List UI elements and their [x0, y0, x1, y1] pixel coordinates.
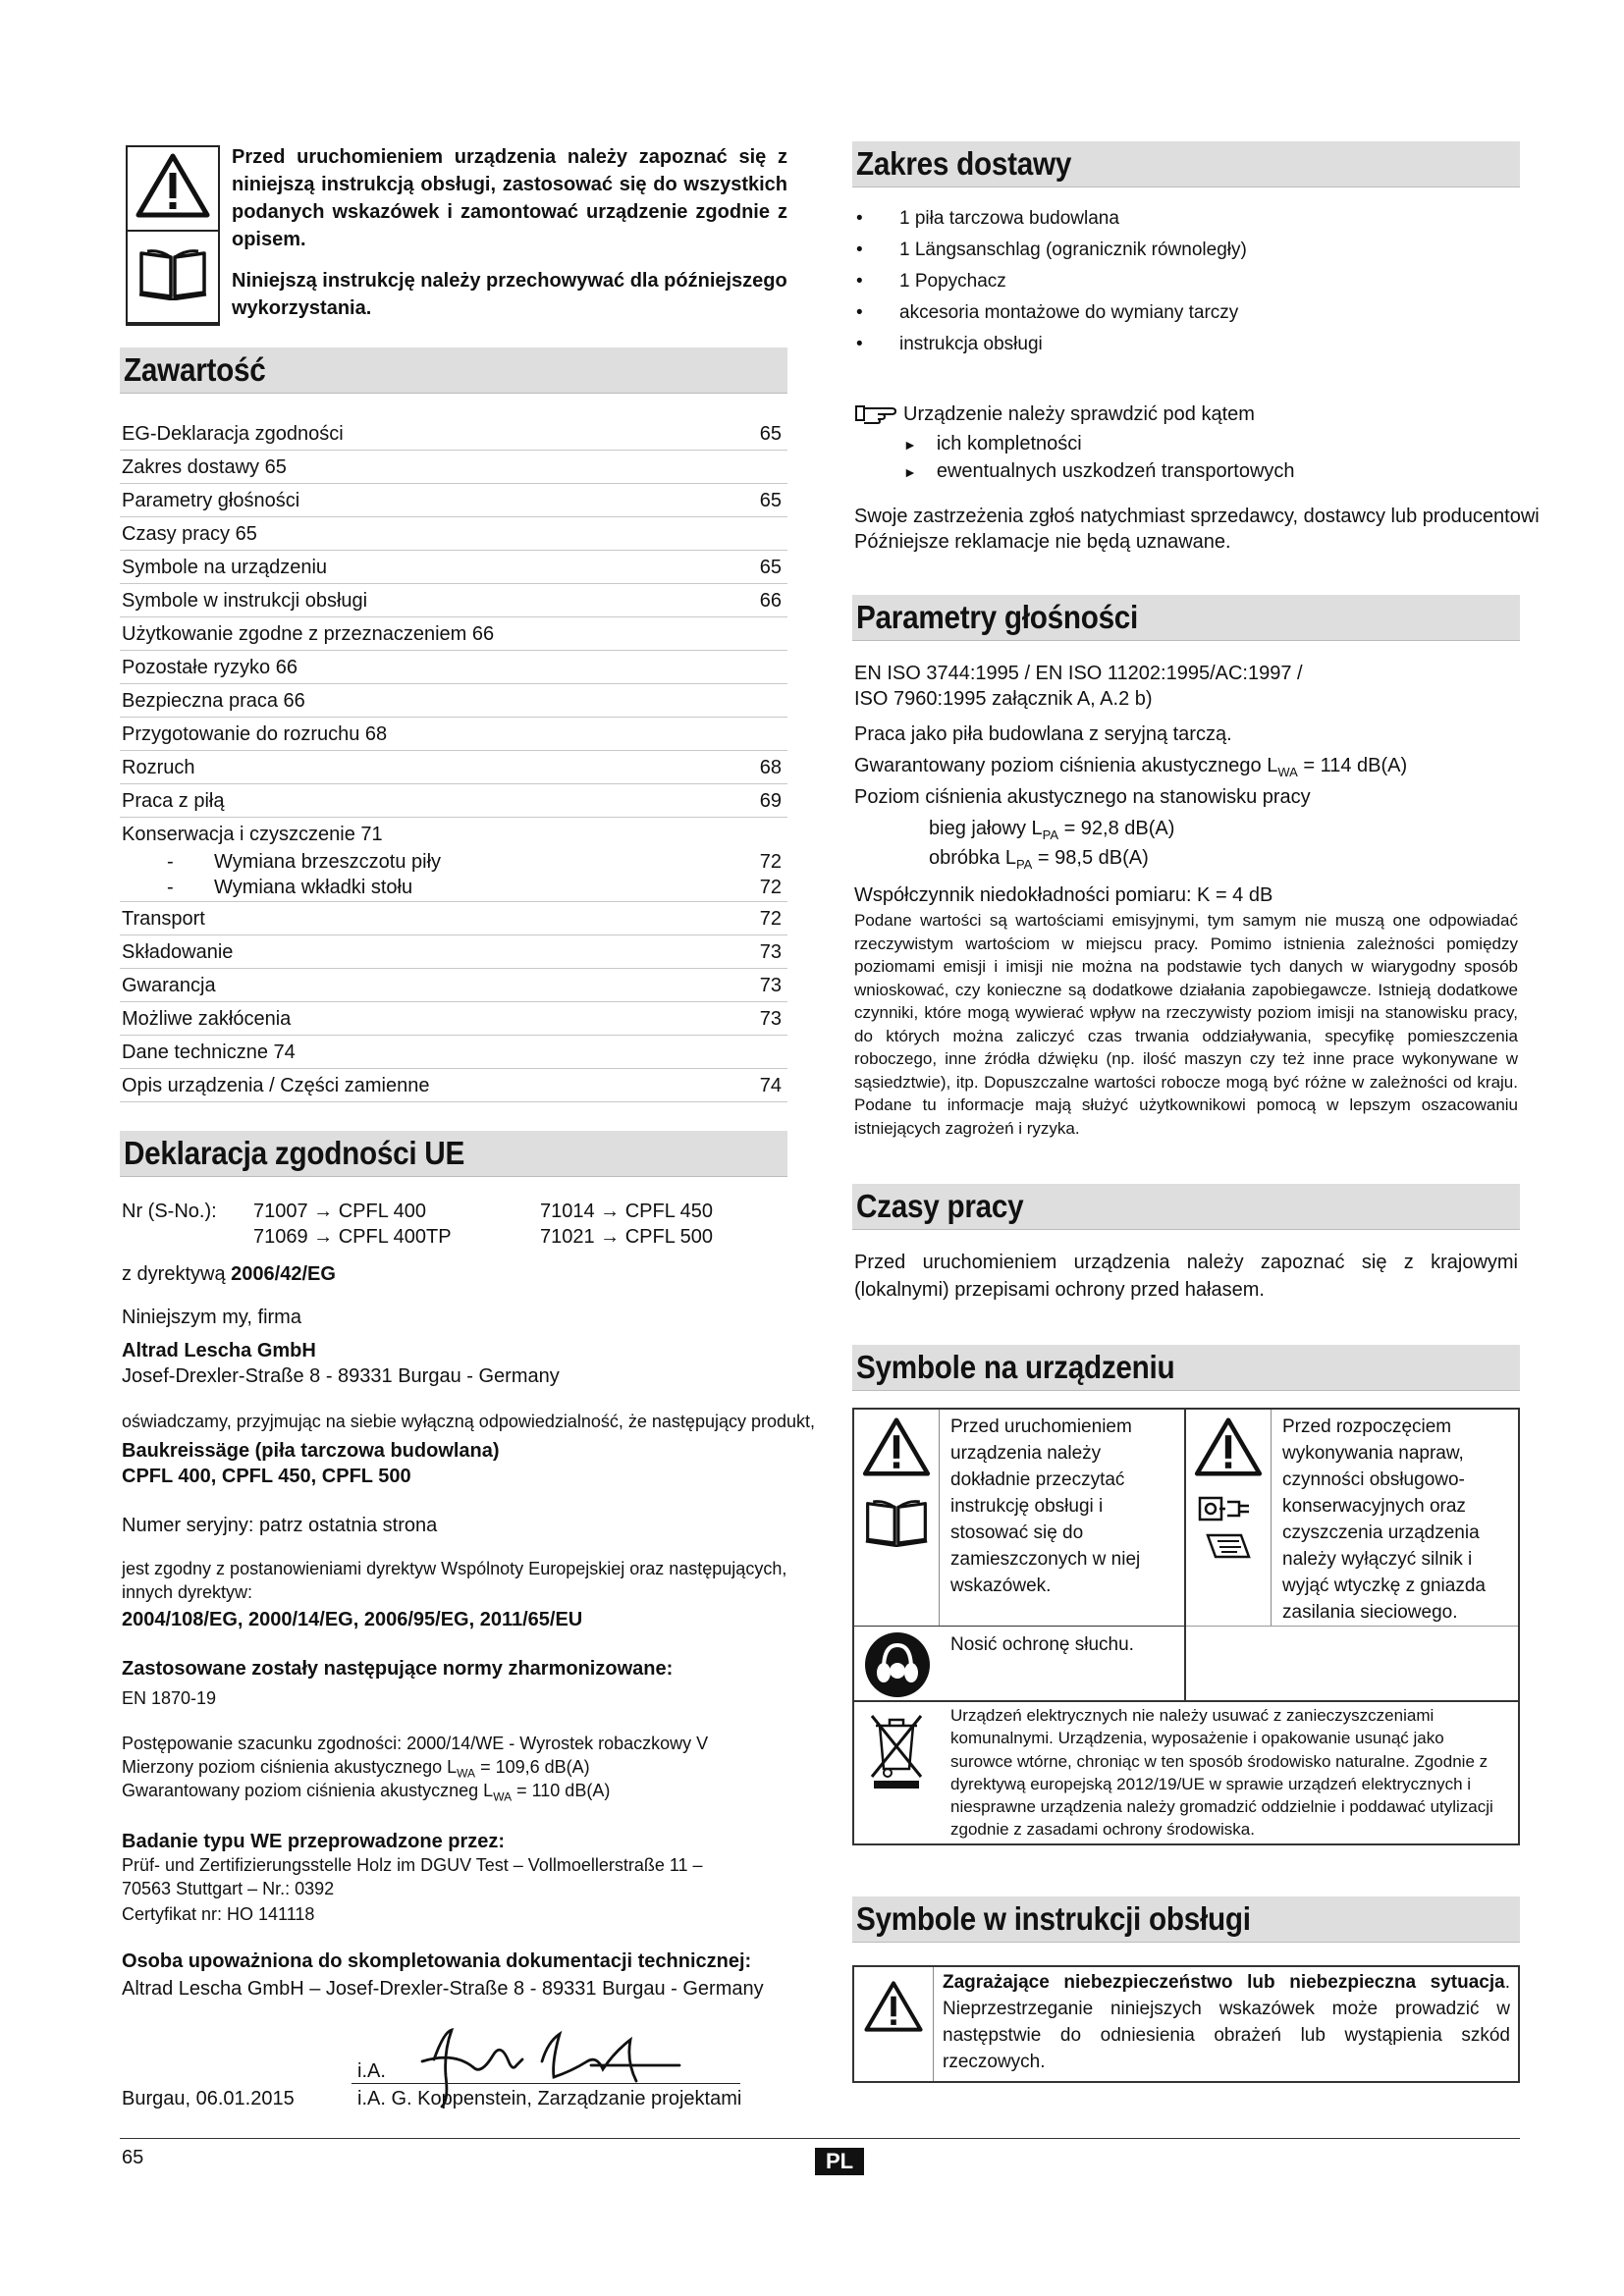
toc-row[interactable]: [120, 550, 787, 584]
footer-rule: [120, 2138, 1520, 2139]
toc-row[interactable]: [120, 901, 787, 935]
check-item: [903, 457, 1295, 486]
symbols-device-heading: Symbole na urządzeniu: [856, 1349, 1175, 1385]
bullet-icon: •: [856, 240, 863, 260]
noise-heading: Parametry głośności: [856, 599, 1139, 635]
bullet-icon: •: [856, 271, 863, 292]
ia-label: i.A.: [357, 2060, 386, 2082]
pointing-hand-icon: [854, 402, 897, 429]
toc-label: Możliwe zakłócenia: [122, 1008, 292, 1030]
toc-row[interactable]: [120, 450, 787, 484]
noise-text: Gwarantowany poziom ciśnienia akustycznego L: [854, 755, 1278, 776]
symbols-device-heading-band: [852, 1345, 1520, 1391]
toc-page: 73: [759, 941, 782, 963]
complaint-line-1: Swoje zastrzeżenia zgłoś natychmiast sprzedawcy, dostawcy lub producentowi: [854, 506, 1540, 527]
assessment-sub: WA: [457, 1766, 476, 1781]
toc-row[interactable]: [120, 968, 787, 1002]
toc-row[interactable]: [120, 717, 787, 751]
authorized-text: Altrad Lescha GmbH – Josef-Drexler-Straße 8 - 89331 Burgau - Germany: [122, 1978, 764, 2000]
model-code: 71007 → CPFL 400: [253, 1201, 427, 1222]
toc-row[interactable]: [120, 1035, 787, 1069]
noise-workstation: Poziom ciśnienia akustycznego na stanowisku pracy: [854, 786, 1311, 808]
symbols-manual-text: [943, 1969, 1510, 2075]
noise-uncertainty: Współczynnik niedokładności pomiaru: K = 4 dB: [854, 884, 1273, 906]
toc-label: Wymiana wkładki stołu: [214, 877, 413, 898]
toc-row[interactable]: [120, 1068, 787, 1102]
check-item-text: ewentualnych uszkodzeń transportowych: [936, 460, 1295, 482]
worktimes-heading-band: [852, 1184, 1520, 1230]
noise-work: [929, 844, 1149, 879]
place-date: Burgau, 06.01.2015: [122, 2088, 295, 2109]
toc-label: Symbole w instrukcji obsługi: [122, 590, 368, 612]
noise-sub: PA: [1042, 828, 1059, 842]
assessment-sub: WA: [493, 1789, 513, 1804]
symbols-manual-table: [852, 1965, 1520, 2083]
warning-triangle-icon: [1194, 1417, 1263, 1481]
toc-label: Pozostałe ryzyko 66: [122, 657, 298, 678]
toc-page: 68: [759, 757, 782, 778]
intro-warning-text: Przed uruchomieniem urządzenia należy zapoznać się z niniejszą instrukcją obsługi, zastosować się do wszystkich podanych wskazówek i zamontować urządzenie zgodnie z opisem.: [232, 146, 787, 250]
table-divider: [854, 1700, 1518, 1702]
manual-icon: [1202, 1531, 1255, 1566]
toc-row[interactable]: [120, 817, 787, 850]
product-line-1: Baukreissäge (piła tarczowa budowlana): [122, 1440, 500, 1462]
intro-icon-box: [126, 145, 220, 326]
toc-row[interactable]: [120, 934, 787, 969]
table-divider: [1186, 1626, 1518, 1627]
noise-sub: PA: [1015, 857, 1033, 872]
icon-divider: [128, 230, 218, 232]
book-icon: [137, 245, 208, 300]
toc-label: Przygotowanie do rozruchu 68: [122, 723, 388, 745]
toc-page: 69: [759, 790, 782, 812]
delivery-heading: Zakres dostawy: [856, 145, 1072, 182]
noise-guaranteed: [854, 752, 1407, 786]
delivery-item-text: instrukcja obsługi: [899, 334, 1043, 354]
symbols-manual-bold: Zagrażające niebezpieczeństwo lub niebezpieczna sytuacja: [943, 1972, 1505, 1993]
toc-page: 65: [759, 490, 782, 511]
delivery-item-text: 1 piła tarczowa budowlana: [899, 208, 1119, 229]
toc-row[interactable]: [120, 750, 787, 784]
declaration-heading-band: [120, 1131, 787, 1177]
toc-page: 65: [759, 423, 782, 445]
toc-dash: -: [167, 877, 174, 898]
noise-standard-1: EN ISO 3744:1995 / EN ISO 11202:1995/AC:1997 /: [854, 663, 1303, 684]
symbol-cell-text: Urządzeń elektrycznych nie należy usuwać z zanieczyszczeniami komunalnymi. Urządzenia, wyposażenie i opakowanie usunąć jako surowce wtórne, chroniąc w ten sposób środowisko naturalne. Zgodnie z dyrektywą europejską 2012/19/UE w sprawie urządzeń elektrycznych i niesprawne urządzenia należy gromadzić oddzielnie i poddawać utylizacji zgodnie z zasadami ochrony środowiska.: [950, 1706, 1493, 1840]
conform-line-1: jest zgodny z postanowieniami dyrektyw Wspólnoty Europejskiej oraz następujących,: [122, 1559, 787, 1578]
directive-value: 2006/42/EG: [231, 1263, 336, 1285]
toc-page: 66: [759, 590, 782, 612]
product-line-2: CPFL 400, CPFL 450, CPFL 500: [122, 1466, 411, 1487]
directives-list: 2004/108/EG, 2000/14/EG, 2006/95/EG, 2011/65/EU: [122, 1609, 583, 1630]
arrow-bullet-icon: ►: [903, 437, 917, 453]
toc-label: Dane techniczne 74: [122, 1041, 296, 1063]
serial-text: Numer seryjny: patrz ostatnia strona: [122, 1515, 438, 1536]
noise-sub: WA: [1277, 765, 1298, 779]
symbol-cell-text: Nosić ochronę słuchu.: [950, 1634, 1134, 1655]
worktimes-heading: Czasy pracy: [856, 1188, 1024, 1224]
symbol-cell-text: Przed rozpoczęciem wykonywania napraw, czynności obsługowo-konserwacyjnych oraz czyszczenia urządzenia należy wyłączyć silnik i wyjąć wtyczkę z gniazda zasilania sieciowego.: [1282, 1416, 1486, 1623]
symbols-manual-rest: . Nieprzestrzeganie niniejszych wskazówek może prowadzić w następstwie do odniesienia obrażeń lub wystąpienia szkód rzeczowych.: [943, 1972, 1510, 2072]
toc-label: Bezpieczna praca 66: [122, 690, 305, 712]
type-test-line-2: 70563 Stuttgart – Nr.: 0392: [122, 1879, 335, 1898]
toc-label: Praca z piłą: [122, 790, 225, 812]
symbols-manual-heading: Symbole w instrukcji obsługi: [856, 1900, 1251, 1937]
bullet-icon: •: [856, 302, 863, 323]
table-divider: [939, 1410, 940, 1626]
toc-heading: Zawartość: [124, 351, 266, 388]
toc-heading-band: [120, 347, 787, 394]
serial-number-label: Nr (S-No.):: [122, 1201, 217, 1222]
language-code: PL: [825, 2149, 854, 2173]
norm-value: EN 1870-19: [122, 1688, 217, 1708]
toc-page: 74: [759, 1075, 782, 1096]
conform-line-2: innych dyrektyw:: [122, 1582, 253, 1602]
toc-label: Symbole na urządzeniu: [122, 557, 328, 578]
toc-subrow[interactable]: [120, 876, 787, 902]
bullet-icon: •: [856, 208, 863, 229]
toc-row[interactable]: [120, 783, 787, 818]
toc-row[interactable]: [120, 416, 787, 451]
toc-page: 73: [759, 1008, 782, 1030]
firm-intro: Niniejszym my, firma: [122, 1307, 301, 1328]
check-item: [903, 430, 1082, 458]
type-test-heading: Badanie typu WE przeprowadzone przez:: [122, 1831, 506, 1852]
noise-mode: Praca jako piła budowlana z seryjną tarczą.: [854, 723, 1232, 745]
toc-label: Konserwacja i czyszczenie 71: [122, 824, 383, 845]
declare-text: oświadczamy, przyjmując na siebie wyłączną odpowiedzialność, że następujący produkt,: [122, 1412, 816, 1431]
delivery-item-text: 1 Längsanschlag (ogranicznik równoległy): [899, 240, 1247, 260]
toc-page: 72: [759, 851, 782, 873]
directive-line: [122, 1260, 336, 1288]
weee-bin-icon: [868, 1712, 925, 1795]
assessment-value: = 109,6 dB(A): [475, 1757, 590, 1777]
language-badge: [815, 2148, 864, 2175]
assessment-line-1: Postępowanie szacunku zgodności: 2000/14/WE - Wyrostek robaczkowy V: [122, 1734, 709, 1753]
toc-label: EG-Deklaracja zgodności: [122, 423, 344, 445]
table-divider: [1184, 1410, 1186, 1700]
model-code: 71069 → CPFL 400TP: [253, 1226, 452, 1248]
toc-row[interactable]: [120, 683, 787, 718]
toc-label: Parametry głośności: [122, 490, 300, 511]
arrow-bullet-icon: ►: [903, 464, 917, 480]
toc-page: 65: [759, 557, 782, 578]
toc-subrow[interactable]: [120, 850, 787, 876]
toc-row[interactable]: [120, 516, 787, 551]
table-divider: [1271, 1410, 1272, 1626]
type-test-line-3: Certyfikat nr: HO 141118: [122, 1904, 315, 1924]
toc-dash: -: [167, 851, 174, 873]
toc-label: Wymiana brzeszczotu piły: [214, 851, 442, 873]
type-test-line-1: Prüf- und Zertifizierungsstelle Holz im DGUV Test – Vollmoellerstraße 11 –: [122, 1855, 703, 1875]
model-code: 71014 → CPFL 450: [540, 1201, 714, 1222]
toc-label: Gwarancja: [122, 975, 216, 996]
noise-value: = 92,8 dB(A): [1058, 818, 1175, 839]
assessment-line-3: [122, 1779, 610, 1809]
company-name: Altrad Lescha GmbH: [122, 1340, 316, 1362]
assessment-value: = 110 dB(A): [512, 1781, 611, 1800]
noise-heading-band: [852, 595, 1520, 641]
toc-label: Czasy pracy 65: [122, 523, 257, 545]
toc-label: Zakres dostawy 65: [122, 456, 287, 478]
directive-prefix: z dyrektywą: [122, 1263, 226, 1285]
declaration-heading: Deklaracja zgodności UE: [124, 1135, 465, 1171]
toc-label: Użytkowanie zgodne z przeznaczeniem 66: [122, 623, 495, 645]
toc-label: Transport: [122, 908, 205, 930]
toc-row[interactable]: [120, 616, 787, 651]
toc-label: Opis urządzenia / Części zamienne: [122, 1075, 430, 1096]
noise-standard-2: ISO 7960:1995 załącznik A, A.2 b): [854, 688, 1153, 710]
toc-row[interactable]: [120, 650, 787, 684]
noise-text: bieg jałowy L: [929, 818, 1043, 839]
toc-row[interactable]: [120, 583, 787, 617]
noise-value: = 114 dB(A): [1297, 755, 1408, 776]
table-divider: [933, 1967, 934, 2081]
assessment-text: Mierzony poziom ciśnienia akustycznego L: [122, 1757, 458, 1777]
check-item-text: ich kompletności: [936, 433, 1082, 454]
toc-label: Składowanie: [122, 941, 234, 963]
toc-page: 73: [759, 975, 782, 996]
delivery-item-text: 1 Popychacz: [899, 271, 1006, 292]
company-address: Josef-Drexler-Straße 8 - 89331 Burgau - Germany: [122, 1365, 560, 1387]
noise-value: = 98,5 dB(A): [1032, 847, 1149, 869]
symbol-cell-text: Przed uruchomieniem urządzenia należy dokładnie przeczytać instrukcję obsługi i stosować się do zamieszczonych w niej wskazówek.: [950, 1416, 1141, 1596]
check-text: Urządzenie należy sprawdzić pod kątem: [903, 403, 1255, 425]
complaint-line-2: Późniejsze reklamacje nie będą uznawane.: [854, 531, 1231, 553]
intro-keep-text: Niniejszą instrukcję należy przechowywać dla późniejszego wykorzystania.: [232, 270, 787, 319]
unplug-icon: [1198, 1494, 1259, 1528]
noise-paragraph: Podane wartości są wartościami emisyjnymi, tym samym nie muszą one odpowiadać rzeczywistym wartościom w miejscu pracy. Pomimo istnienia zależności pomiędzy poziomami emisji i imisji nie można na podstawie tych danych w wiarygodny sposób wnioskować, czy konieczne są dodatkowe działania zapobiegawcze. Istnieją dodatkowe czynniki, które mogą wywierać wpływ na rzeczywisty poziom imisji na stanowisku pracy, do których można zaliczyć czas trwania oddziaływania, specyfikę pomieszczenia roboczego, inne źródła dźwięku (np. ilość maszyn czy też inne prace wykonywane w sąsiedztwie), itp. Dopuszczalne wartości robocze mogą być różne w zależności od kraju. Podane tu informacje mają służyć użytkownikowi pomocą w lepszym oszacowaniu istniejących zagrożeń i ryzyka.: [854, 911, 1518, 1138]
toc-page: 72: [759, 877, 782, 898]
ear-protection-icon: [864, 1631, 931, 1703]
table-divider: [854, 1626, 1184, 1627]
noise-text: obróbka L: [929, 847, 1016, 869]
worktimes-text: Przed uruchomieniem urządzenia należy zapoznać się z krajowymi (lokalnymi) przepisami ochrony przed hałasem.: [854, 1252, 1518, 1301]
norms-heading: Zastosowane zostały następujące normy zharmonizowane:: [122, 1658, 674, 1680]
toc-row[interactable]: [120, 483, 787, 517]
toc-label: Rozruch: [122, 757, 195, 778]
authorized-heading: Osoba upoważniona do skompletowania dokumentacji technicznej:: [122, 1950, 752, 1972]
warning-triangle-icon: [862, 1417, 931, 1481]
assessment-text: Gwarantowany poziom ciśnienia akustyczneg L: [122, 1781, 494, 1800]
toc-row[interactable]: [120, 1001, 787, 1036]
model-code: 71021 → CPFL 500: [540, 1226, 714, 1248]
signer-name: i.A. G. Koppenstein, Zarządzanie projektami: [357, 2088, 742, 2109]
page-number: 65: [122, 2147, 144, 2168]
book-icon: [864, 1496, 929, 1552]
symbols-device-table: [852, 1408, 1520, 1845]
signature-line: [352, 2083, 740, 2084]
symbols-manual-heading-band: [852, 1896, 1520, 1943]
toc-page: 72: [759, 908, 782, 930]
delivery-item-text: akcesoria montażowe do wymiany tarczy: [899, 302, 1239, 323]
warning-triangle-icon: [135, 153, 210, 218]
delivery-heading-band: [852, 141, 1520, 187]
warning-triangle-icon: [864, 1981, 923, 2037]
bullet-icon: •: [856, 334, 863, 354]
